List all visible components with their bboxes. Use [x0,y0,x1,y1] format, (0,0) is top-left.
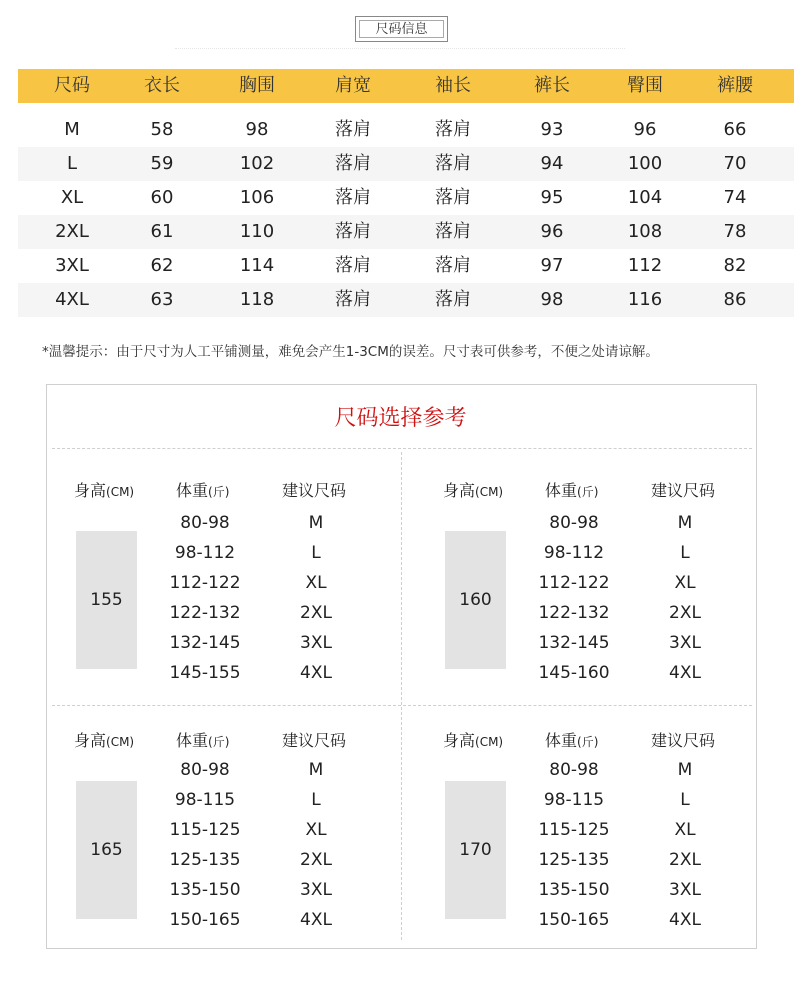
size-column-header: 建议尺码 [651,481,716,500]
table-cell: 落肩 [335,119,371,140]
table-cell: XL [60,187,84,208]
recommended-size: M [677,513,693,533]
table-cell: 落肩 [435,289,471,310]
column-header: 胸围 [239,75,275,96]
guide-divider-middle [52,705,752,706]
recommended-size: L [311,790,321,810]
height-column-header [443,728,503,751]
column-header: 肩宽 [335,75,371,96]
weight-range: 112-122 [538,573,610,593]
table-cell: 落肩 [435,221,471,242]
table-cell: 98 [245,119,269,140]
weight-range: 125-135 [538,850,610,870]
weight-range: 115-125 [538,820,610,840]
height-label: 身高 [74,481,107,500]
weight-range: 80-98 [549,760,599,780]
column-header: 裤长 [534,75,570,96]
table-cell: L [66,153,78,174]
height-value-box: 155 [76,531,137,669]
weight-range: 145-160 [538,663,610,683]
recommended-size: M [308,513,324,533]
weight-column-header [545,478,598,501]
column-header: 尺码 [54,75,90,96]
weight-range: 145-155 [169,663,241,683]
height-unit: (CM) [475,485,504,499]
table-cell: 112 [627,255,663,276]
weight-range: 80-98 [180,760,230,780]
table-cell: 62 [150,255,174,276]
title-divider [175,48,625,50]
table-cell: 78 [723,221,747,242]
height-column-header [443,478,503,501]
table-cell: 82 [723,255,747,276]
table-cell: 100 [627,153,663,174]
recommended-size: 3XL [669,633,701,653]
table-cell: 97 [540,255,564,276]
table-row [18,215,794,249]
weight-column-header [176,728,229,751]
weight-range: 98-115 [543,790,605,810]
table-cell: 落肩 [335,187,371,208]
table-cell: 108 [627,221,663,242]
table-cell: 118 [239,289,275,310]
section-title-box [355,16,448,42]
recommended-size: XL [674,573,696,593]
height-unit: (CM) [475,735,504,749]
recommended-size: 4XL [300,663,332,683]
recommended-size: XL [305,573,327,593]
table-cell: 59 [150,153,174,174]
measurement-note: *温馨提示：由于尺寸为人工平铺测量，难免会产生1-3CM的误差。尺寸表可供参考，不便之处请谅解。 [42,344,659,360]
table-cell: 94 [540,153,564,174]
recommended-size: 4XL [300,910,332,930]
weight-label: 体重 [545,481,578,500]
weight-label: 体重 [176,731,209,750]
table-row [18,113,794,147]
table-cell: 98 [540,289,564,310]
guide-divider-vertical [401,452,402,940]
column-header: 袖长 [435,75,471,96]
weight-range: 135-150 [538,880,610,900]
table-cell: 110 [239,221,275,242]
recommended-size: 3XL [300,633,332,653]
weight-unit: (斤) [208,735,230,749]
weight-range: 135-150 [169,880,241,900]
recommended-size: 2XL [669,603,701,623]
height-unit: (CM) [106,735,135,749]
table-cell: 落肩 [335,153,371,174]
weight-column-header [176,478,229,501]
size-column-header: 建议尺码 [651,731,716,750]
table-cell: 116 [627,289,663,310]
size-column-header: 建议尺码 [282,731,347,750]
weight-label: 体重 [176,481,209,500]
recommended-size: 3XL [300,880,332,900]
guide-divider-top [52,448,752,449]
height-label: 身高 [74,731,107,750]
weight-range: 125-135 [169,850,241,870]
height-value-box: 165 [76,781,137,919]
recommended-size: 2XL [300,850,332,870]
table-cell: 104 [627,187,663,208]
table-cell: 58 [150,119,174,140]
recommended-size: XL [305,820,327,840]
weight-range: 132-145 [538,633,610,653]
table-row [18,249,794,283]
table-cell: 落肩 [435,255,471,276]
table-cell: 95 [540,187,564,208]
table-cell: 3XL [55,255,89,276]
weight-range: 150-165 [538,910,610,930]
height-value-box: 170 [445,781,506,919]
table-cell: 70 [723,153,747,174]
size-guide-title: 尺码选择参考 [334,406,467,431]
height-column-header [74,728,134,751]
column-header: 裤腰 [717,75,753,96]
height-column-header [74,478,134,501]
section-title: 尺码信息 [359,20,444,38]
weight-unit: (斤) [208,485,230,499]
table-cell: 93 [540,119,564,140]
table-cell: 61 [150,221,174,242]
weight-column-header [545,728,598,751]
table-cell: M [64,119,80,140]
table-cell: 60 [150,187,174,208]
size-column-header: 建议尺码 [282,481,347,500]
table-row [18,147,794,181]
recommended-size: 4XL [669,910,701,930]
weight-range: 98-112 [543,543,605,563]
table-row [18,181,794,215]
recommended-size: L [680,790,690,810]
table-cell: 96 [633,119,657,140]
column-header: 臀围 [627,75,663,96]
height-label: 身高 [443,481,476,500]
recommended-size: M [677,760,693,780]
table-cell: 102 [239,153,275,174]
table-cell: 114 [239,255,275,276]
recommended-size: 4XL [669,663,701,683]
recommended-size: 2XL [669,850,701,870]
table-cell: 落肩 [335,221,371,242]
weight-range: 122-132 [538,603,610,623]
weight-label: 体重 [545,731,578,750]
weight-range: 150-165 [169,910,241,930]
weight-range: 112-122 [169,573,241,593]
recommended-size: 2XL [300,603,332,623]
weight-unit: (斤) [577,735,599,749]
height-value-box: 160 [445,531,506,669]
recommended-size: L [680,543,690,563]
weight-range: 80-98 [180,513,230,533]
table-cell: 74 [723,187,747,208]
table-cell: 2XL [55,221,89,242]
table-cell: 4XL [55,289,89,310]
recommended-size: 3XL [669,880,701,900]
table-cell: 86 [723,289,747,310]
table-cell: 66 [723,119,747,140]
height-label: 身高 [443,731,476,750]
weight-unit: (斤) [577,485,599,499]
recommended-size: M [308,760,324,780]
weight-range: 98-112 [174,543,236,563]
recommended-size: XL [674,820,696,840]
size-table-header [18,69,794,103]
weight-range: 122-132 [169,603,241,623]
table-cell: 落肩 [435,153,471,174]
table-cell: 落肩 [435,119,471,140]
table-row [18,283,794,317]
weight-range: 98-115 [174,790,236,810]
weight-range: 132-145 [169,633,241,653]
table-cell: 96 [540,221,564,242]
table-cell: 63 [150,289,174,310]
table-cell: 落肩 [435,187,471,208]
column-header: 衣长 [144,75,180,96]
height-unit: (CM) [106,485,135,499]
table-cell: 落肩 [335,289,371,310]
recommended-size: L [311,543,321,563]
weight-range: 80-98 [549,513,599,533]
weight-range: 115-125 [169,820,241,840]
table-cell: 落肩 [335,255,371,276]
table-cell: 106 [239,187,275,208]
